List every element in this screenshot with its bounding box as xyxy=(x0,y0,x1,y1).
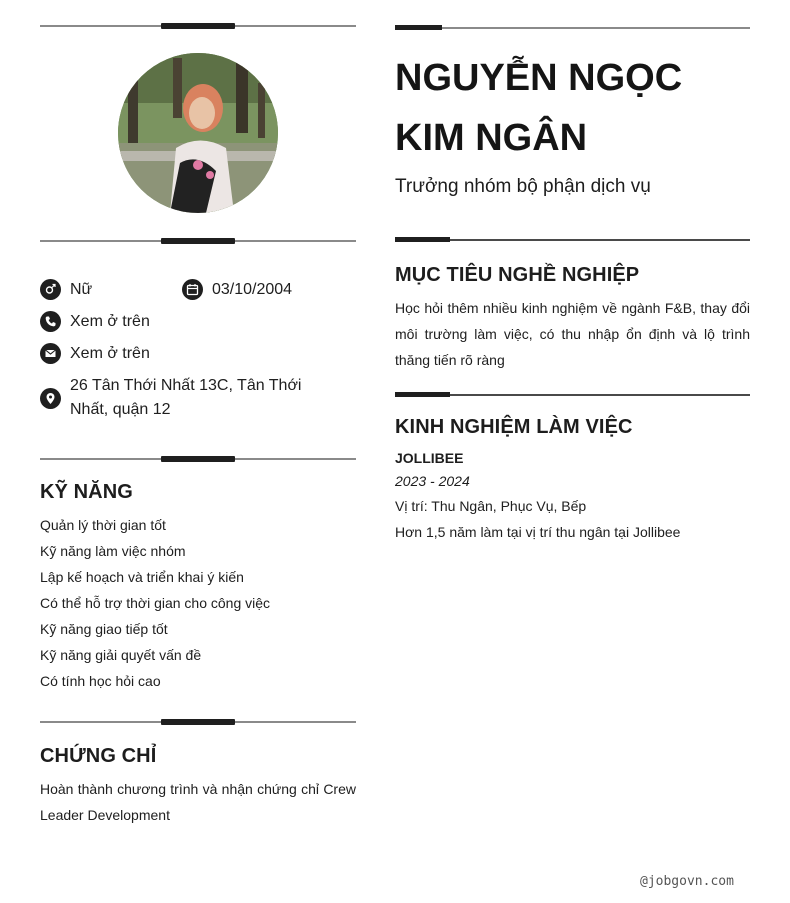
birthdate-text: 03/10/2004 xyxy=(212,281,293,298)
objective-title: MỤC TIÊU NGHỀ NGHIỆP xyxy=(395,264,640,286)
objective-divider xyxy=(395,237,750,243)
list-item: Có tính học hỏi cao xyxy=(40,673,161,689)
top-right-divider xyxy=(395,25,750,31)
experience-description: Hơn 1,5 năm làm tại vị trí thu ngân tại Jollibee xyxy=(395,524,681,540)
experience-position: Vị trí: Thu Ngân, Phục Vụ, Bếp xyxy=(395,498,587,514)
skills-divider xyxy=(40,455,356,463)
location-pin-icon xyxy=(40,388,61,409)
list-item: Lập kế hoạch và triển khai ý kiến xyxy=(40,569,244,585)
gender-row xyxy=(40,278,92,302)
address-row xyxy=(40,374,340,422)
calendar-icon xyxy=(182,279,203,300)
avatar-divider xyxy=(40,237,356,245)
certificates-text: Hoàn thành chương trình và nhận chứng chỉ Crew Leader Development xyxy=(40,781,356,823)
experience-divider xyxy=(395,392,750,398)
phone-text: Xem ở trên xyxy=(70,313,150,330)
gender-icon xyxy=(40,279,61,300)
list-item: Quản lý thời gian tốt xyxy=(40,517,166,533)
birthdate-row xyxy=(182,278,292,302)
phone-icon xyxy=(40,311,61,332)
skills-list xyxy=(40,512,356,694)
address-text: 26 Tân Thới Nhất 13C, Tân Thới Nhất, quận 12 xyxy=(70,377,302,418)
avatar-photo xyxy=(118,53,278,213)
certificates-title: CHỨNG CHỈ xyxy=(40,745,157,767)
list-item: Kỹ năng giao tiếp tốt xyxy=(40,621,168,637)
avatar xyxy=(118,53,278,213)
list-item: Có thể hỗ trợ thời gian cho công việc xyxy=(40,595,271,611)
phone-row xyxy=(40,310,150,334)
candidate-role: Trưởng nhóm bộ phận dịch vụ xyxy=(395,176,651,197)
experience-company: JOLLIBEE xyxy=(395,450,464,466)
watermark: @jobgovn.com xyxy=(640,874,734,889)
objective-text: Học hỏi thêm nhiều kinh nghiệm về ngành F&B, thay đổi môi trường làm việc, có thu nhập ổn định và lộ trình thăng tiến rõ ràng xyxy=(395,300,750,368)
gender-text: Nữ xyxy=(70,281,93,298)
experience-period: 2023 - 2024 xyxy=(395,473,470,489)
email-text: Xem ở trên xyxy=(70,345,150,362)
list-item: Kỹ năng làm việc nhóm xyxy=(40,543,186,559)
list-item: Kỹ năng giải quyết vấn đề xyxy=(40,647,202,663)
top-left-divider xyxy=(40,22,356,30)
candidate-name: NGUYỄN NGỌC KIM NGÂN xyxy=(395,57,683,159)
envelope-icon xyxy=(40,343,61,364)
email-row xyxy=(40,342,150,366)
certificates-divider xyxy=(40,718,356,726)
experience-title: KINH NGHIỆM LÀM VIỆC xyxy=(395,416,633,438)
skills-title: KỸ NĂNG xyxy=(40,481,133,503)
